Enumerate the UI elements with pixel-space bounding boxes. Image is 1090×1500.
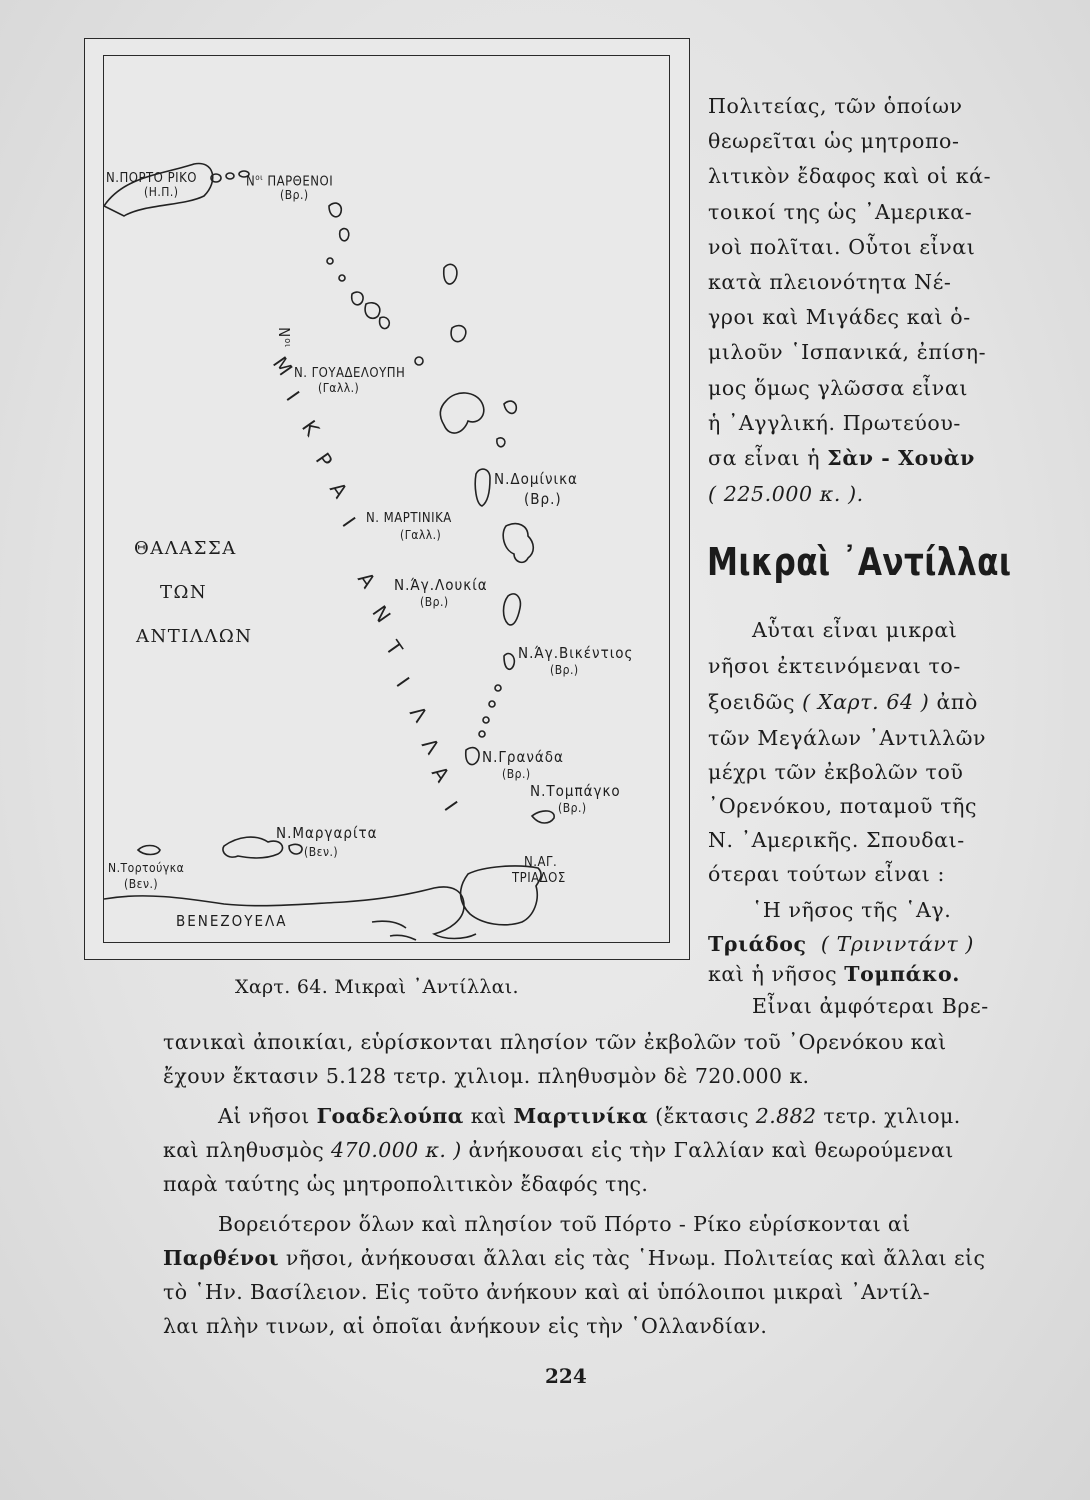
body-p1-line-2: ἔχουν ἔκτασιν 5.128 τετρ. χιλιομ. πληθυσμὸν δὲ 720.000 κ. [163,1064,810,1088]
para2-line-2: νῆσοι ἐκτεινόμεναι το- [708,654,961,678]
column-line: νοὶ πολῖται. Οὗτοι εἶναι [708,234,976,259]
island-les-saintes [497,438,505,447]
island-margarita [223,837,283,858]
body-p2-line-1: Αἱ νῆσοι Γοαδελούπα καὶ Μαρτινίκα (ἔκτασις 2.882 τετρ. χιλιομ. [218,1104,961,1128]
island-small-2 [339,275,345,281]
label-grenada-owner: (Βρ.) [502,767,531,781]
column-line: μος ὅμως γλῶσσα εἶναι [708,375,968,400]
label-virgin-islands: $N^{o\iota}$ ΠΑΡΘΕΝΟΙ [246,173,334,190]
label-tortuga-owner: (Βεν.) [124,877,159,891]
last-column-line: Εἶναι ἀμφότεραι Βρε- [752,994,989,1018]
island-st-vincent [504,654,514,670]
body-p1-line-1: τανικαὶ ἀποικίαι, εὑρίσκονται πλησίον τῶν ἐκβολῶν τοῦ ᾿Ορενόκου καὶ [163,1030,947,1054]
column-line: ᾿Ορενόκου, ποταμοῦ τῆς [708,794,978,818]
column-line: Πολιτείας, τῶν ὁποίων [708,94,963,118]
body-p3-line-3: τὸ ῾Ην. Βασίλειον. Εἰς τοῦτο ἀνήκουν καὶ αἱ ὑπόλοιποι μικραὶ ᾿Αντίλ- [163,1280,931,1304]
arc-letter: Α [353,567,381,593]
label-n-oi-vertical: $N^{o\iota}$ [274,327,293,348]
capital-line: σα εἶναι ἡ Σὰν - Χουὰν [708,446,975,470]
arc-letter: Α [325,477,353,503]
para2-line-1: Αὗται εἶναι μικραὶ [752,618,958,642]
label-venezuela: ΒΕΝΕΖΟΥΕΛΑ [176,912,288,930]
body-p3-line-2: Παρθένοι νῆσοι, ἀνήκουσαι ἄλλαι εἰς τὰς ῾Ηνωμ. Πολιτείας καὶ ἄλλαι εἰς [163,1246,986,1270]
label-st-vincent-owner: (Βρ.) [550,663,579,677]
label-guadeloupe: Ν. ΓΟΥΑΔΕΛΟΥΠΗ [294,366,406,381]
section-heading: Μικραὶ ᾿Αντίλλαι [707,540,1012,584]
label-tobago: Ν.Τομπάγκο [530,782,621,800]
label-grenada: Ν.Γρανάδα [482,748,564,766]
island-antigua [444,264,457,284]
arc-letter: Ι [337,512,361,532]
label-st-lucia-owner: (Βρ.) [420,595,449,609]
capital-population: ( 225.000 κ. ). [708,482,864,506]
island-virgin-5 [340,229,349,241]
label-sea-1: ΘΑΛΑΣΣΑ [134,538,237,559]
island-marie-galante [504,401,516,413]
body-p3-line-1: Βορειότερον ὅλων καὶ πλησίον τοῦ Πόρτο - Ρίκο εὑρίσκονται αἱ [218,1212,911,1236]
label-margarita-owner: (Βεν.) [304,845,339,859]
label-martinique-owner: (Γαλλ.) [400,528,442,542]
island-small-3 [352,292,363,305]
label-st-lucia: Ν.Άγ.Λουκία [394,576,488,594]
island-martinique [503,524,533,563]
tobago-line: καὶ ἡ νῆσος Τομπάκο. [708,962,960,986]
column-line: θεωρεῖται ὡς μητροπο- [708,129,960,154]
column-line: μιλοῦν ῾Ισπανικά, ἐπίση- [708,340,987,365]
para2-line-3: ξοειδῶς ( Χαρτ. 64 ) ἀπὸ [708,690,978,714]
island-small-4 [365,303,380,319]
arc-letter: Ρ [310,448,338,472]
island-grenadine-4 [479,731,485,737]
column-line: ότεραι τούτων εἶναι : [708,862,945,886]
label-trinidad: Ν.ΑΓ. [524,855,558,870]
map-panel [103,55,670,943]
label-guadeloupe-owner: (Γαλλ.) [318,381,360,395]
label-margarita: Ν.Μαργαρίτα [276,824,378,842]
map-caption: Χαρτ. 64. Μικραὶ ᾿Αντίλλαι. [235,976,519,998]
arc-letter: Κ [296,415,325,441]
island-virgin-2 [226,173,234,179]
label-tobago-owner: (Βρ.) [558,801,587,815]
arc-letter: Τ [380,636,408,660]
island-dominica [475,469,490,506]
body-p2-line-2: καὶ πληθυσμὸς 470.000 κ. ) ἀνήκουσαι εἰς τὴν Γαλλίαν καὶ θεωρούμεναι [163,1138,954,1162]
island-barbuda [451,326,466,342]
orinoco-delta-lines [372,921,416,940]
arc-letter: Μ [267,352,298,380]
arc-letter: Λ [405,701,433,727]
label-tortuga: Ν.Τορτούγκα [108,861,185,875]
label-dominica: Ν.Δομίνικα [494,470,578,488]
label-sea-3: ΑΝΤΙΛΛΩΝ [136,626,253,647]
island-tortuga [138,846,160,855]
trinidad-line: Τριάδος ( Τρινιντάντ ) [708,932,975,956]
arc-letter: Ι [391,672,415,692]
body-p3-line-4: λαι πλὴν τινων, αἱ ὁποῖαι ἀνήκουν εἰς τὴν ῾Ολλανδίαν. [163,1314,768,1338]
arc-letter: Λ [417,733,445,759]
venezuela-coastline [104,887,476,939]
island-grenadine-2 [489,701,495,707]
column-line: λιτικὸν ἔδαφος καὶ οἱ κά- [708,164,992,189]
column-line: ῾Η νῆσος τῆς ῾Αγ. [752,898,952,922]
column-line: γροι καὶ Μιγάδες καὶ ὁ- [708,305,971,330]
label-virgin-islands-owner: (Βρ.) [280,188,309,202]
label-trinidad-2: ΤΡΙΑΔΟΣ [512,871,566,886]
island-virgin-4 [329,203,341,217]
column-line: Ν. ᾿Αμερικῆς. Σπουδαι- [708,828,965,852]
body-p2-line-3: παρὰ ταύτης ὡς μητροπολιτικὸν ἔδαφός της. [163,1172,649,1196]
island-tobago [532,811,554,823]
island-grenada [466,748,479,765]
column-line: κατὰ πλειονότητα Νέ- [708,270,952,294]
island-grenadine-1 [495,685,501,691]
label-puerto-rico: Ν.ΠΟΡΤΟ ΡΙΚΟ [106,171,197,186]
island-margarita-east [289,844,302,854]
label-martinique: Ν. ΜΑΡΤΙΝΙΚΑ [366,511,452,526]
label-dominica-owner: (Βρ.) [524,490,562,508]
island-small-1 [327,258,333,264]
column-line: τῶν Μεγάλων ᾿Αντιλλῶν [708,726,987,750]
arc-letter: Α [427,761,455,787]
island-small-5 [380,317,390,328]
label-sea-2: ΤΩΝ [160,582,208,603]
map-figure [84,38,690,960]
arc-letter: Ι [281,386,305,406]
column-line: τοικοί της ὡς ᾿Αμερικα- [708,199,973,224]
island-montserrat [415,357,423,365]
label-st-vincent: Ν.Άγ.Βικέντιος [518,644,634,662]
arc-letter: Ν [367,600,396,628]
island-st-lucia [504,594,521,625]
island-grenadine-3 [483,717,489,723]
column-line: ἡ ᾿Αγγλική. Πρωτεύου- [708,410,961,435]
island-guadeloupe [440,393,483,433]
arc-letter: Ι [439,796,463,816]
label-puerto-rico-owner: (Η.Π.) [144,185,179,199]
page-number: 224 [545,1364,587,1388]
column-line: μέχρι τῶν ἐκβολῶν τοῦ [708,760,964,784]
